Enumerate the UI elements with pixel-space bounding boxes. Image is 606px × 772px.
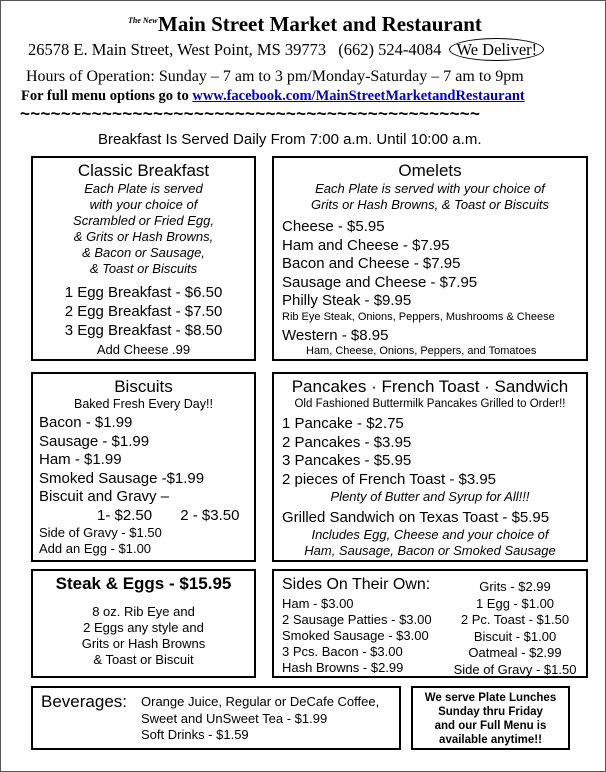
steak-desc-line: & Toast or Biscuit [93,652,194,667]
pancakes-subtitle: Old Fashioned Buttermilk Pancakes Grilled to Order!! [294,398,566,410]
pancakes-title: Pancakes · French Toast · Sandwich [291,377,569,396]
steak-desc-line: 2 Eggs any style and [83,620,204,635]
biscuit-item: Smoked Sausage -$1.99 [39,469,205,487]
biscuits-subtitle: Baked Fresh Every Day!! [74,397,213,411]
classic-title: Classic Breakfast [77,161,210,180]
sandwich-desc-line: Includes Egg, Cheese and your choice of [311,527,549,542]
add-cheese: Add Cheese .99 [96,342,191,357]
deliver-badge: We Deliver! [449,38,544,61]
biscuit-item: Biscuit and Gravy – [39,488,170,505]
biscuits-box [31,372,256,562]
plate-lunch-line: We serve Plate Lunches [424,692,557,704]
omelets-desc-line: Each Plate is served with your choice of [315,181,545,196]
side-item: 3 Pcs. Bacon - $3.00 [282,644,403,659]
biscuit-item: Bacon - $1.99 [39,414,133,431]
side-item: Hash Browns - $2.99 [282,660,404,675]
steak-desc-line: Grits or Hash Browns [81,636,206,651]
steak-eggs-box [31,569,256,678]
philly-desc: Rib Eye Steak, Onions, Peppers, Mushrooms & Cheese [282,310,555,323]
sides-box [272,569,588,678]
steak-desc-line: 8 oz. Rib Eye and [92,604,195,619]
sandwich-desc-line: Ham, Sausage, Bacon or Smoked Sausage [304,543,556,558]
syrup-note: Plenty of Butter and Syrup for All!!! [330,489,530,504]
plate-lunch-box [411,686,570,750]
new-tag: The New [128,16,158,25]
side-item: Ham - $3.00 [282,596,354,611]
address-line [28,40,544,60]
biscuit-item: Sausage - $1.99 [39,432,150,450]
pancakes-box [272,372,588,562]
omelet-item: Philly Steak - $9.95 [282,292,412,309]
beverages-box [31,686,401,750]
sandwich: Grilled Sandwich on Texas Toast - $5.95 [282,509,550,526]
biscuit-item: Ham - $1.99 [39,451,122,468]
steak-title: Steak & Eggs - $15.95 [55,574,232,593]
omelet-item: Cheese - $5.95 [282,218,385,235]
address: 26578 E. Main Street, West Point, MS 39773 [28,40,327,59]
gravy-prices [39,507,254,526]
omelets-desc-line: Grits or Hash Browns, & Toast or Biscuits [311,197,549,212]
gravy-price-1: 1- $2.50 [97,506,153,524]
side-item: 1 Egg - $1.00 [475,595,555,611]
classic-item: 1 Egg Breakfast - $6.50 [64,284,223,301]
pancake-item: 2 Pancakes - $3.95 [282,433,412,451]
gravy-price-2: 2 - $3.50 [180,506,240,524]
omelet-item: Sausage and Cheese - $7.95 [282,273,478,291]
omelet-item: Ham and Cheese - $7.95 [282,236,450,254]
pancake-item: 2 pieces of French Toast - $3.95 [282,470,497,488]
full-menu-line [21,88,525,105]
plate-lunch-line: and our Full Menu is [434,720,547,732]
side-item: 2 Pc. Toast - $1.50 [460,612,570,627]
side-item: Side of Gravy - $1.50 [453,661,577,677]
side-gravy: Side of Gravy - $1.50 [39,525,162,540]
classic-desc-line: with your choice of [89,197,198,212]
classic-desc-line: & Grits or Hash Browns, [73,229,214,244]
classic-desc-line: Scrambled or Fried Egg, [73,213,214,228]
add-egg: Add an Egg - $1.00 [39,541,152,556]
facebook-link[interactable]: www.facebook.com/MainStreetMarketandRestaurant [192,88,525,104]
omelets-title: Omelets [398,161,462,180]
beverage-line: Sweet and UnSweet Tea - $1.99 [141,710,328,726]
classic-item: 2 Egg Breakfast - $7.50 [64,303,223,320]
side-item: Grits - $2.99 [479,579,551,594]
classic-desc-line: & Bacon or Sausage, [82,245,205,260]
breakfast-note: Breakfast Is Served Daily From 7:00 a.m. Until 10:00 a.m. [98,131,482,148]
pancake-item: 1 Pancake - $2.75 [282,415,404,432]
side-item: Biscuit - $1.00 [473,628,557,644]
classic-breakfast-box [31,156,256,361]
side-item: Smoked Sausage - $3.00 [282,628,429,643]
biscuits-title: Biscuits [114,377,173,396]
plate-lunch-line: available anytime!! [439,734,542,746]
sides-title: Sides On Their Own: [282,576,431,593]
full-menu-prefix: For full menu options go to [21,88,189,104]
beverages-title: Beverages: [41,692,127,711]
restaurant-name: Main Street Market and Restaurant [158,12,482,36]
side-item: Oatmeal - $2.99 [468,645,562,660]
hours: Hours of Operation: Sunday – 7 am to 3 pm/Monday-Saturday – 7 am to 9pm [26,68,524,85]
omelet-item: Bacon and Cheese - $7.95 [282,255,461,272]
classic-desc-line: & Toast or Biscuits [89,261,198,276]
pancake-item: 3 Pancakes - $5.95 [282,452,412,469]
beverage-line: Orange Juice, Regular or DeCafe Coffee, [141,694,380,709]
side-item: 2 Sausage Patties - $3.00 [282,612,432,627]
classic-desc-line: Each Plate is served [84,181,203,196]
phone: (662) 524-4084 [338,40,442,59]
western-desc: Ham, Cheese, Onions, Peppers, and Tomatoes [306,344,537,357]
tilde-divider: ~~~~~~~~~~~~~~~~~~~~~~~~~~~~~~~~~~~~~~~~~~~~~ [20,104,481,123]
omelet-western: Western - $8.95 [282,326,389,344]
classic-desc [33,181,254,277]
beverage-line: Soft Drinks - $1.59 [141,727,249,742]
omelets-box [272,156,588,361]
classic-item: 3 Egg Breakfast - $8.50 [64,322,223,339]
plate-lunch-line: Sunday thru Friday [438,706,543,718]
